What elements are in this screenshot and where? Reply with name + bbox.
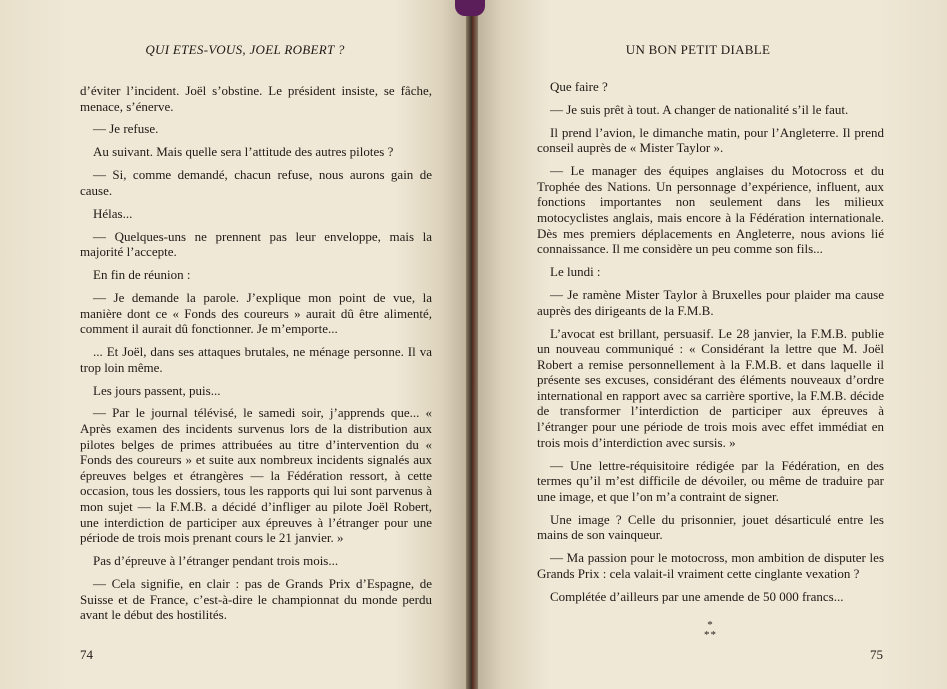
page-number-right: 75 [870,647,883,662]
paragraph: L’avocat est brillant, persuasif. Le 28 janvier, la F.M.B. publie un nouveau communiqué : « Considérant la lettre que M. Joël Robert a remise personnellement à la F.M.B. et dans laquelle il présente ses excuses, considérant des éléments nouveaux d’ordre international en rapport avec sa carrière sportive, la F.M.B. décide de transformer l’interdiction de participer aux épreuves à l’étranger pour une période de trois mois avec effet immédiat en trois mois d’interdiction avec sursis. » [537,325,884,450]
paragraph: — Si, comme demandé, chacun refuse, nous aurons gain de cause. [80,167,432,198]
paragraph: Complétée d’ailleurs par une amende de 50 000 francs... [550,588,844,604]
paragraph: — Je refuse. [93,121,159,137]
right-page [474,0,947,689]
paragraph: Il prend l’avion, le dimanche matin, pour l’Angleterre. Il prend conseil auprès de « Mister Taylor ». [537,124,884,156]
paragraph: Une image ? Celle du prisonnier, jouet désarticulé entre les mains de son vainqueur. [537,511,884,543]
left-page-body [80,83,432,630]
page-number-left: 74 [80,647,93,662]
paragraph: — Je ramène Mister Taylor à Bruxelles pour plaider ma cause auprès des dirigeants de la F.M.B. [537,287,884,318]
running-header-right: UN BON PETIT DIABLE [625,42,771,57]
paragraph: En fin de réunion : [93,267,191,283]
paragraph: Les jours passent, puis... [93,382,221,398]
book-spine [466,0,478,689]
paragraph: — Je suis prêt à tout. A changer de nationalité s’il le faut. [550,101,849,117]
paragraph: Au suivant. Mais quelle sera l’attitude des autres pilotes ? [93,144,394,160]
left-page [0,0,470,689]
paragraph: Que faire ? [550,79,608,94]
right-page-body [537,79,884,640]
paragraph: — Ma passion pour le motocross, mon ambition de disputer les Grands Prix : cela valait-il vraiment cette cinglante vexation ? [537,550,884,581]
paragraph: Hélas... [93,205,133,221]
paragraph: — Le manager des équipes anglaises du Motocross et du Trophée des Nations. Un personnage d’expérience, influent, aux fonctions importantes non seulement dans les milieux motocyclistes anglais, mais encore à la Fédération internationale. Dès mes premiers déplacements en Angleterre, nous avions lié connaissance. Il me considère un peu comme son fils... [537,163,884,257]
paragraph: — Je demande la parole. J’explique mon point de vue, la manière dont ce « Fonds des coureurs » aurait dû être alimenté, comment il aurait dû fonctionner. Je m’emporte... [80,290,432,337]
running-header-left: QUI ETES-VOUS, JOEL ROBERT ? [145,42,345,57]
section-break-dinkus: * ** [704,619,717,642]
paragraph: d’éviter l’incident. Joël s’obstine. Le président insiste, se fâche, menace, s’énerve. [80,83,432,114]
paragraph: — Quelques-uns ne prennent pas leur enveloppe, mais la majorité l’accepte. [80,228,432,260]
bookmark-ribbon [455,0,485,16]
paragraph: Le lundi : [550,264,601,280]
paragraph: — Une lettre-réquisitoire rédigée par la Fédération, en des termes qu’il m’est difficile de dévoiler, ou même de traduire par une image, et que l’on m’a contraint de signer. [537,457,884,504]
paragraph: ... Et Joël, dans ses attaques brutales, ne ménage personne. Il va trop loin même. [80,344,432,375]
paragraph: — Cela signifie, en clair : pas de Grands Prix d’Espagne, de Suisse et de France, c’est-à-dire le championnat du monde perdu avant le début des hostilités. [80,576,432,623]
paragraph: — Par le journal télévisé, le samedi soir, j’apprends que... « Après examen des incidents survenus lors de la distribution aux pilotes belges de primes attribuées au titre d’intervention du « Fonds des coureurs » et suite aux nombreux incidents signalés aux épreuves belges et étrangères — la Fédération ressort, à cette occasion, tous les dossiers, tous les rapports qui lui sont parvenus à mon sujet — la F.M.B. a décidé d’infliger au pilote Joël Robert, une interdiction de participer aux épreuves à l’étranger pour une période de trois mois prenant cours le 21 janvier. » [80,405,432,546]
paragraph: Pas d’épreuve à l’étranger pendant trois mois... [93,553,339,569]
